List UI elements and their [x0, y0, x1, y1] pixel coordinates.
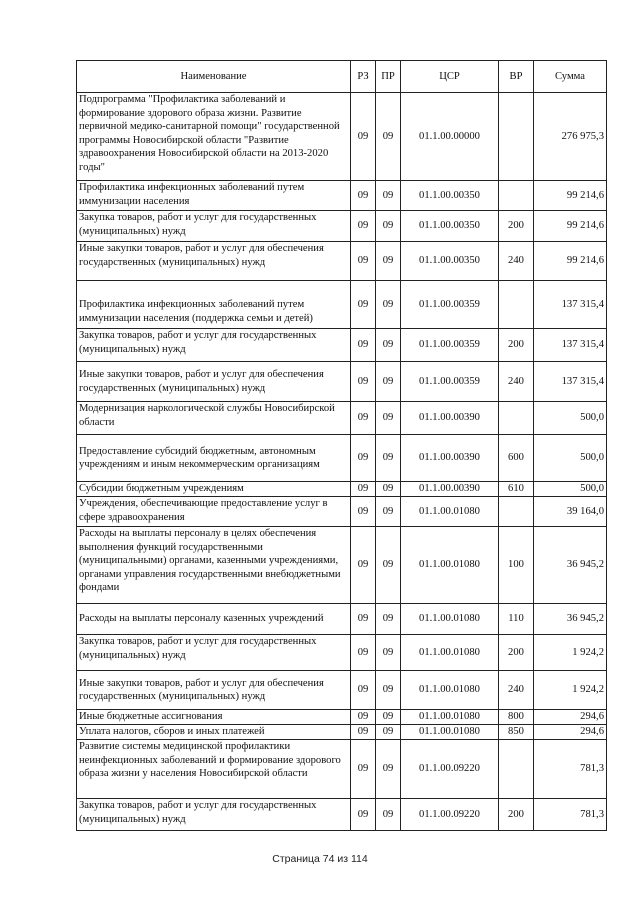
row-name: Учреждения, обеспечивающие предоставление услуг в сфере здравоохранения — [77, 497, 351, 527]
row-pr: 09 — [376, 710, 401, 725]
row-vr: 850 — [499, 725, 534, 740]
row-vr: 200 — [499, 799, 534, 831]
row-sum: 99 214,6 — [534, 211, 607, 242]
row-pr: 09 — [376, 362, 401, 402]
table-row — [77, 93, 607, 181]
row-name: Профилактика инфекционных заболеваний путем иммунизации населения — [77, 181, 351, 211]
row-csr: 01.1.00.01080 — [401, 604, 499, 635]
row-name: Закупка товаров, работ и услуг для государственных (муниципальных) нужд — [77, 799, 351, 831]
row-pr: 09 — [376, 482, 401, 497]
row-sum: 500,0 — [534, 435, 607, 482]
row-pr: 09 — [376, 635, 401, 671]
row-vr: 200 — [499, 211, 534, 242]
row-sum: 781,3 — [534, 740, 607, 799]
page-number: Страница 74 из 114 — [272, 853, 368, 865]
row-sum: 1 924,2 — [534, 635, 607, 671]
row-csr: 01.1.00.01080 — [401, 635, 499, 671]
row-name: Субсидии бюджетным учреждениям — [77, 482, 351, 497]
table-row — [77, 671, 607, 710]
header-sum: Сумма — [534, 61, 607, 93]
table-row — [77, 181, 607, 211]
row-name: Расходы на выплаты персоналу в целях обеспечения выполнения функций государственными (муниципальными) органами, казенными учреждениями, органами управления государственными внебюджетными фондами — [77, 527, 351, 604]
row-sum: 99 214,6 — [534, 242, 607, 281]
row-csr: 01.1.00.00359 — [401, 362, 499, 402]
row-csr: 01.1.00.00390 — [401, 482, 499, 497]
row-rz: 09 — [351, 725, 376, 740]
row-rz: 09 — [351, 362, 376, 402]
table-row — [77, 211, 607, 242]
row-vr — [499, 181, 534, 211]
row-vr: 110 — [499, 604, 534, 635]
row-name: Иные закупки товаров, работ и услуг для обеспечения государственных (муниципальных) нужд — [77, 671, 351, 710]
row-vr: 100 — [499, 527, 534, 604]
row-sum: 294,6 — [534, 710, 607, 725]
row-csr: 01.1.00.00350 — [401, 211, 499, 242]
row-vr: 800 — [499, 710, 534, 725]
row-csr: 01.1.00.01080 — [401, 671, 499, 710]
row-sum: 39 164,0 — [534, 497, 607, 527]
row-name: Профилактика инфекционных заболеваний путем иммунизации населения (поддержка семьи и детей) — [77, 281, 351, 329]
row-pr: 09 — [376, 497, 401, 527]
table-row — [77, 604, 607, 635]
row-vr: 240 — [499, 242, 534, 281]
row-sum: 781,3 — [534, 799, 607, 831]
row-sum: 276 975,3 — [534, 93, 607, 181]
table-row — [77, 635, 607, 671]
row-vr: 240 — [499, 362, 534, 402]
row-pr: 09 — [376, 211, 401, 242]
table-row — [77, 402, 607, 435]
row-pr: 09 — [376, 281, 401, 329]
row-name: Подпрограмма "Профилактика заболеваний и формирование здорового образа жизни. Развитие первичной медико-санитарной помощи" государственной программы Новосибирской области "Развитие здравоохранения Новосибирской области на 2013-2020 годы" — [77, 93, 351, 181]
row-pr: 09 — [376, 725, 401, 740]
row-name: Закупка товаров, работ и услуг для государственных (муниципальных) нужд — [77, 329, 351, 362]
header-vr: ВР — [499, 61, 534, 93]
row-name: Предоставление субсидий бюджетным, автономным учреждениям и иным некоммерческим организациям — [77, 435, 351, 482]
header-name: Наименование — [77, 61, 351, 93]
row-rz: 09 — [351, 604, 376, 635]
header-pr: ПР — [376, 61, 401, 93]
row-rz: 09 — [351, 799, 376, 831]
row-pr: 09 — [376, 402, 401, 435]
row-csr: 01.1.00.01080 — [401, 497, 499, 527]
row-name: Уплата налогов, сборов и иных платежей — [77, 725, 351, 740]
table-header-row — [77, 61, 607, 93]
table-row — [77, 725, 607, 740]
budget-table — [76, 60, 607, 831]
row-sum: 137 315,4 — [534, 281, 607, 329]
table-row — [77, 242, 607, 281]
row-vr — [499, 497, 534, 527]
row-vr: 610 — [499, 482, 534, 497]
row-rz: 09 — [351, 482, 376, 497]
row-name: Развитие системы медицинской профилактики неинфекционных заболеваний и формирование здорового образа жизни у населения Новосибирской области — [77, 740, 351, 799]
row-sum: 137 315,4 — [534, 329, 607, 362]
table-row — [77, 527, 607, 604]
row-csr: 01.1.00.00390 — [401, 435, 499, 482]
row-csr: 01.1.00.01080 — [401, 710, 499, 725]
row-name: Расходы на выплаты персоналу казенных учреждений — [77, 604, 351, 635]
row-vr: 200 — [499, 635, 534, 671]
table-row — [77, 497, 607, 527]
row-vr — [499, 281, 534, 329]
row-csr: 01.1.00.00350 — [401, 181, 499, 211]
row-rz: 09 — [351, 242, 376, 281]
header-csr: ЦСР — [401, 61, 499, 93]
row-pr: 09 — [376, 740, 401, 799]
row-csr: 01.1.00.00359 — [401, 281, 499, 329]
row-rz: 09 — [351, 211, 376, 242]
row-rz: 09 — [351, 635, 376, 671]
row-pr: 09 — [376, 604, 401, 635]
row-vr — [499, 402, 534, 435]
row-sum: 36 945,2 — [534, 527, 607, 604]
row-rz: 09 — [351, 527, 376, 604]
row-sum: 137 315,4 — [534, 362, 607, 402]
row-sum: 36 945,2 — [534, 604, 607, 635]
table-row — [77, 362, 607, 402]
row-csr: 01.1.00.01080 — [401, 527, 499, 604]
row-rz: 09 — [351, 329, 376, 362]
row-rz: 09 — [351, 710, 376, 725]
row-pr: 09 — [376, 671, 401, 710]
table-row — [77, 710, 607, 725]
row-sum: 1 924,2 — [534, 671, 607, 710]
row-vr — [499, 93, 534, 181]
row-rz: 09 — [351, 740, 376, 799]
table-row — [77, 281, 607, 329]
row-vr: 600 — [499, 435, 534, 482]
header-rz: РЗ — [351, 61, 376, 93]
row-vr: 200 — [499, 329, 534, 362]
row-sum: 500,0 — [534, 482, 607, 497]
row-pr: 09 — [376, 799, 401, 831]
row-pr: 09 — [376, 181, 401, 211]
row-rz: 09 — [351, 497, 376, 527]
row-pr: 09 — [376, 93, 401, 181]
row-rz: 09 — [351, 93, 376, 181]
row-csr: 01.1.00.00390 — [401, 402, 499, 435]
row-rz: 09 — [351, 671, 376, 710]
row-vr — [499, 740, 534, 799]
row-sum: 500,0 — [534, 402, 607, 435]
row-name: Закупка товаров, работ и услуг для государственных (муниципальных) нужд — [77, 635, 351, 671]
row-name: Иные закупки товаров, работ и услуг для обеспечения государственных (муниципальных) нужд — [77, 362, 351, 402]
table-row — [77, 482, 607, 497]
row-csr: 01.1.00.01080 — [401, 725, 499, 740]
row-sum: 99 214,6 — [534, 181, 607, 211]
row-sum: 294,6 — [534, 725, 607, 740]
row-vr: 240 — [499, 671, 534, 710]
row-name: Закупка товаров, работ и услуг для государственных (муниципальных) нужд — [77, 211, 351, 242]
row-pr: 09 — [376, 435, 401, 482]
row-csr: 01.1.00.09220 — [401, 799, 499, 831]
row-pr: 09 — [376, 242, 401, 281]
table-row — [77, 799, 607, 831]
table-row — [77, 329, 607, 362]
row-rz: 09 — [351, 181, 376, 211]
row-rz: 09 — [351, 281, 376, 329]
row-csr: 01.1.00.00350 — [401, 242, 499, 281]
row-rz: 09 — [351, 435, 376, 482]
row-rz: 09 — [351, 402, 376, 435]
row-csr: 01.1.00.00000 — [401, 93, 499, 181]
row-name: Иные закупки товаров, работ и услуг для обеспечения государственных (муниципальных) нужд — [77, 242, 351, 281]
row-name: Модернизация наркологической службы Новосибирской области — [77, 402, 351, 435]
table-row — [77, 740, 607, 799]
row-pr: 09 — [376, 527, 401, 604]
row-csr: 01.1.00.09220 — [401, 740, 499, 799]
row-csr: 01.1.00.00359 — [401, 329, 499, 362]
row-name: Иные бюджетные ассигнования — [77, 710, 351, 725]
table-row — [77, 435, 607, 482]
row-pr: 09 — [376, 329, 401, 362]
